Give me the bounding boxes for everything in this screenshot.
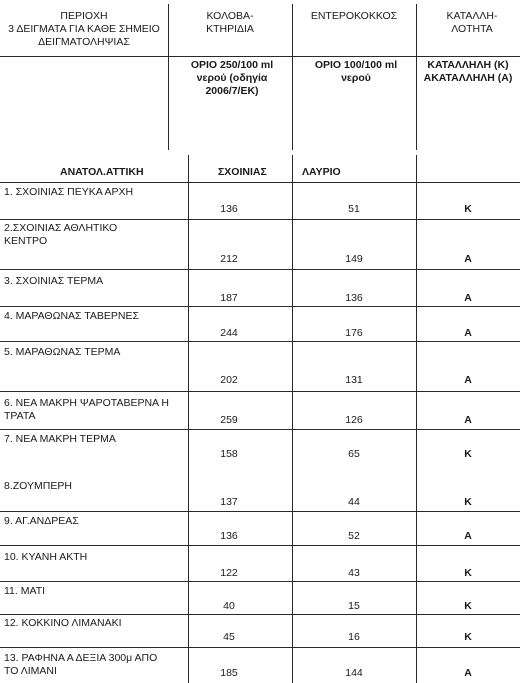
row-rule [0, 511, 520, 512]
row-suitability: Κ [464, 567, 472, 579]
row-coliform-value: 40 [223, 600, 235, 612]
row-enterococcus-value: 16 [348, 631, 360, 643]
row-coliform-value: 158 [220, 448, 238, 460]
header-region-title: ΠΕΡΙΟΧΗ [60, 10, 108, 22]
row-suitability: Α [464, 327, 472, 339]
row-enterococcus-value: 144 [345, 667, 363, 679]
row-name: 6. ΝΕΑ ΜΑΚΡΗ ΨΑΡΟΤΑΒΕΡΝΑ Η ΤΡΑΤΑ [4, 397, 169, 422]
row-name: 2.ΣΧΟΙΝΙΑΣ ΑΘΛΗΤΙΚΟ ΚΕΝΤΡΟ [4, 222, 118, 247]
row-suitability: Κ [464, 631, 472, 643]
row-rule [0, 545, 520, 546]
coliform-limit: ΟΡΙΟ 250/100 ml νερού (οδηγία 2006/7/ΕΚ) [190, 59, 274, 97]
row-rule [0, 391, 520, 392]
header-coliform-title: ΚΟΛΟΒΑ-ΚΤΗΡΙΔΙΑ [206, 10, 254, 35]
row-rule [0, 306, 520, 307]
row-suitability: Α [464, 253, 472, 265]
enterococcus-limit: ΟΡΙΟ 100/100 ml νερού [314, 59, 398, 84]
row-enterococcus-value: 136 [345, 292, 363, 304]
row-enterococcus-value: 51 [348, 203, 360, 215]
row-name: 11. ΜΑΤΙ [4, 585, 46, 597]
row-name: 13. ΡΑΦΗΝΑ Α ΔΕΞΙΑ 300μ ΑΠΟ ΤΟ ΛΙΜΑΝΙ [4, 652, 158, 677]
row-coliform-value: 45 [223, 631, 235, 643]
row-name: 7. ΝΕΑ ΜΑΚΡΗ ΤΕΡΜΑ [4, 433, 116, 445]
row-suitability: Κ [464, 600, 472, 612]
suitability-legend: ΚΑΤΑΛΛΗΛΗ (Κ) ΑΚΑΤΑΛΛΗΛΗ (Α) [423, 59, 513, 84]
row-enterococcus-value: 52 [348, 530, 360, 542]
row-suitability: Α [464, 667, 472, 679]
header-divider-1 [168, 4, 169, 150]
row-coliform-value: 122 [220, 567, 238, 579]
row-coliform-value: 212 [220, 253, 238, 265]
row-enterococcus-value: 149 [345, 253, 363, 265]
row-coliform-value: 136 [220, 530, 238, 542]
header-suitability-title: ΚΑΤΑΛΛΗ-ΛΟΤΗΤΑ [446, 10, 498, 35]
row-rule [0, 269, 520, 270]
row-enterococcus-value: 65 [348, 448, 360, 460]
row-coliform-value: 202 [220, 374, 238, 386]
section-col-lavrio: ΛΑΥΡΙΟ [302, 166, 341, 178]
row-suitability: Α [464, 374, 472, 386]
row-rule [0, 581, 520, 582]
row-enterococcus-value: 126 [345, 414, 363, 426]
row-name: 8.ΖΟΥΜΠΕΡΗ [4, 480, 72, 492]
row-suitability: Α [464, 292, 472, 304]
row-enterococcus-value: 44 [348, 496, 360, 508]
row-name: 9. ΑΓ.ΑΝΔΡΕΑΣ [4, 515, 79, 527]
row-rule [0, 219, 520, 220]
section-rule [0, 182, 520, 183]
row-suitability: Κ [464, 448, 472, 460]
row-suitability: Κ [464, 496, 472, 508]
row-coliform-value: 244 [220, 327, 238, 339]
section-region-label: ΑΝΑΤΟΛ.ΑΤΤΙΚΗ [60, 166, 144, 178]
row-enterococcus-value: 131 [345, 374, 363, 386]
section-col-schinias: ΣΧΟΙΝΙΑΣ [218, 166, 267, 178]
row-enterococcus-value: 15 [348, 600, 360, 612]
row-coliform-value: 187 [220, 292, 238, 304]
row-rule [0, 341, 520, 342]
header-divider-2 [292, 4, 293, 150]
row-name: 10. ΚΥΑΝΗ ΑΚΤΗ [4, 551, 88, 563]
row-name: 4. ΜΑΡΑΘΩΝΑΣ ΤΑΒΕΡΝΕΣ [4, 310, 139, 322]
row-coliform-value: 136 [220, 203, 238, 215]
row-suitability: Α [464, 414, 472, 426]
row-rule [0, 614, 520, 615]
row-name: 1. ΣΧΟΙΝΙΑΣ ΠΕΥΚΑ ΑΡΧΗ [4, 186, 134, 198]
row-enterococcus-value: 176 [345, 327, 363, 339]
row-coliform-value: 259 [220, 414, 238, 426]
row-name: 3. ΣΧΟΙΝΙΑΣ ΤΕΡΜΑ [4, 275, 104, 287]
row-name: 12. ΚΟΚΚΙΝΟ ΛΙΜΑΝΑΚΙ [4, 617, 122, 629]
row-enterococcus-value: 43 [348, 567, 360, 579]
row-name: 5. ΜΑΡΑΘΩΝΑΣ ΤΕΡΜΑ [4, 346, 121, 358]
header-enterococcus-title: ΕΝΤΕΡΟΚΟΚΚΟΣ [310, 10, 398, 22]
header-region-subtitle: 3 ΔΕΙΓΜΑΤΑ ΓΙΑ ΚΑΘΕ ΣΗΜΕΙΟ ΔΕΙΓΜΑΤΟΛΗΨΙΑΣ [8, 23, 160, 48]
row-rule [0, 647, 520, 648]
row-rule [0, 429, 520, 430]
row-suitability: Α [464, 530, 472, 542]
row-coliform-value: 185 [220, 667, 238, 679]
header-rule [0, 56, 520, 57]
row-suitability: Κ [464, 203, 472, 215]
header-divider-3 [416, 4, 417, 150]
row-coliform-value: 137 [220, 496, 238, 508]
